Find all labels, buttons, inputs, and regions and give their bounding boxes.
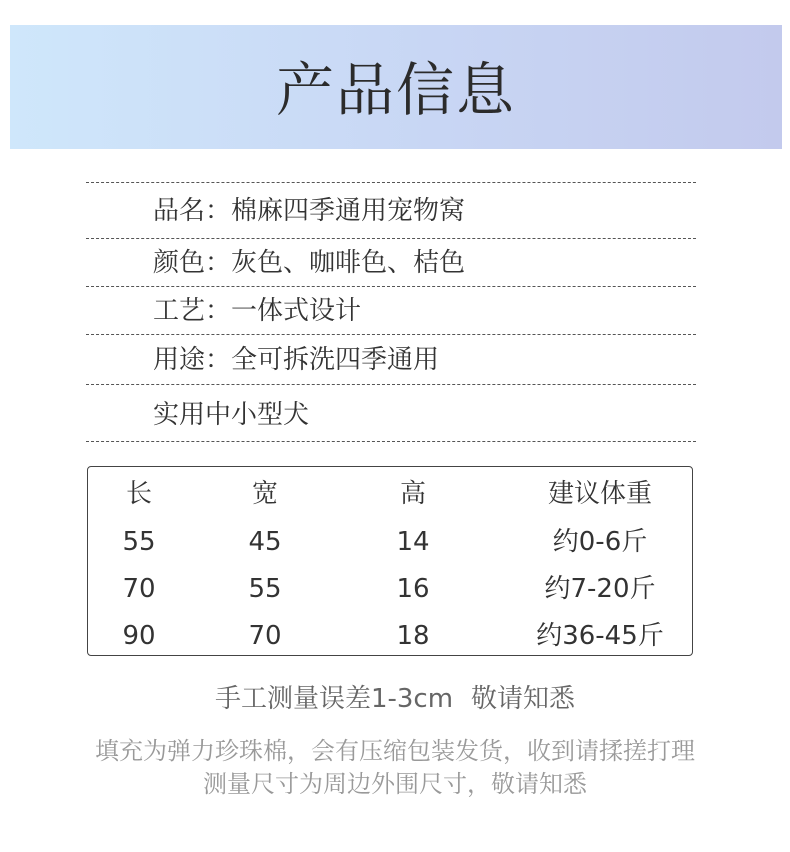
product-usage: 用途：全可拆洗四季通用 bbox=[153, 345, 440, 375]
divider bbox=[86, 441, 696, 442]
product-colors: 颜色：灰色、咖啡色、桔色 bbox=[153, 248, 466, 278]
table-cell: 16 bbox=[396, 574, 430, 604]
table-cell: 70 bbox=[122, 574, 156, 604]
size-table bbox=[87, 466, 693, 656]
divider bbox=[86, 384, 696, 385]
table-cell: 55 bbox=[122, 527, 156, 557]
filling-note: 填充为弹力珍珠棉，会有压缩包装发货，收到请揉搓打理 bbox=[95, 737, 695, 765]
divider bbox=[86, 238, 696, 239]
product-suitable: 实用中小型犬 bbox=[153, 400, 310, 430]
table-cell: 55 bbox=[248, 574, 282, 604]
banner-title: 产品信息 bbox=[275, 56, 516, 124]
table-header-width: 宽 bbox=[251, 479, 279, 509]
table-cell: 约0-6斤 bbox=[552, 527, 648, 557]
measurement-error-suffix: 敬请知悉 bbox=[471, 684, 576, 714]
divider bbox=[86, 182, 696, 183]
table-cell: 70 bbox=[248, 621, 282, 651]
measurement-error-note bbox=[0, 678, 790, 715]
divider bbox=[86, 286, 696, 287]
table-cell: 18 bbox=[396, 621, 430, 651]
table-cell: 约36-45斤 bbox=[536, 621, 664, 651]
table-cell: 约7-20斤 bbox=[544, 574, 656, 604]
table-header-weight: 建议体重 bbox=[547, 479, 653, 509]
table-cell: 14 bbox=[396, 527, 430, 557]
table-header-length: 长 bbox=[125, 479, 153, 509]
measurement-note: 测量尺寸为周边外围尺寸，敬请知悉 bbox=[203, 770, 587, 798]
table-cell: 45 bbox=[248, 527, 282, 557]
product-name: 品名：棉麻四季通用宠物窝 bbox=[153, 196, 466, 226]
table-cell: 90 bbox=[122, 621, 156, 651]
product-craft: 工艺：一体式设计 bbox=[153, 296, 362, 326]
table-header-height: 高 bbox=[399, 479, 427, 509]
measurement-error-text: 手工测量误差1-3cm bbox=[214, 684, 454, 714]
header-banner bbox=[10, 25, 782, 149]
divider bbox=[86, 334, 696, 335]
